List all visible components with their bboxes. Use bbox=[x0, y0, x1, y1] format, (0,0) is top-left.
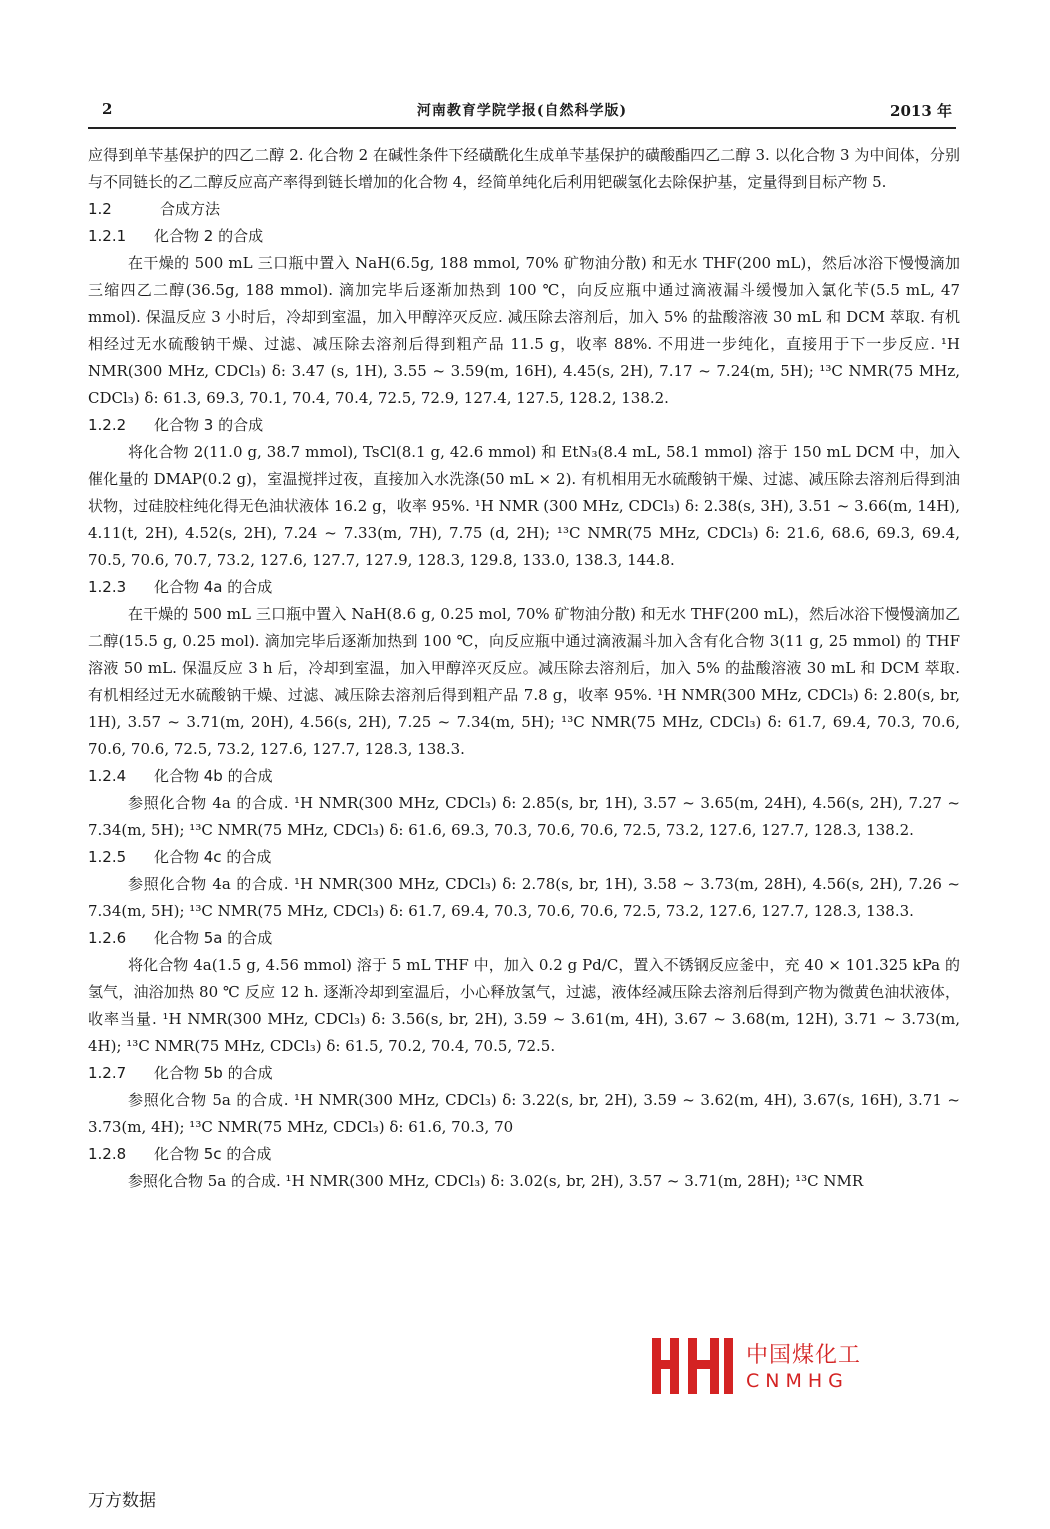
section-title: 化合物 4b 的合成 bbox=[154, 767, 273, 785]
section-number: 1.2 bbox=[88, 200, 112, 218]
footer-source: 万方数据 bbox=[88, 1491, 156, 1511]
body-paragraph: 应得到单苄基保护的四乙二醇 2. 化合物 2 在碱性条件下经磺酰化生成单苄基保护的磺酸酯四乙二醇 3. 以化合物 3 为中间体，分别与不同链长的乙二醇反应高产率得到链长增加的化合物 4，经简单纯化后利用钯碳氢化去除保护基，定量得到目标产物 5. bbox=[88, 146, 960, 191]
section-number: 1.2.1 bbox=[88, 227, 127, 245]
header-rule bbox=[88, 127, 956, 129]
section-heading bbox=[88, 763, 960, 790]
section-heading bbox=[88, 196, 960, 223]
section-heading bbox=[88, 574, 960, 601]
body-paragraph: 将化合物 2(11.0 g, 38.7 mmol), TsCl(8.1 g, 42.6 mmol) 和 EtN₃(8.4 mL, 58.1 mmol) 溶于 150 mL DCM 中，加入催化量的 DMAP(0.2 g)，室温搅拌过夜，直接加入水洗涤(50 mL × 2). 有机相用无水硫酸钠干燥、过滤、减压除去溶剂后得到油状物，过硅胶柱纯化得无色油状液体 16.2 g，收率 95%. ¹H NMR (300 MHz, CDCl₃) δ: 2.38(s, 3H), 3.51 ~ 3.66(m, 14H), 4.11(t, 2H), 4.52(s, 2H), 7.24 ~ 7.33(m, 7H), 7.75 (d, 2H); ¹³C NMR(75 MHz, CDCl₃) δ: 21.6, 68.6, 69.3, 69.4, 70.5, 70.6, 70.7, 73.2, 127.6, 127.7, 127.9, 128.3, 129.8, 133.0, 138.3, 144.8. bbox=[88, 443, 960, 569]
section-title: 化合物 5a 的合成 bbox=[154, 929, 273, 947]
body-paragraph: 在干燥的 500 mL 三口瓶中置入 NaH(8.6 g, 0.25 mol, 70% 矿物油分散) 和无水 THF(200 mL)，然后冰浴下慢慢滴加乙二醇(15.5 g, 0.25 mol). 滴加完毕后逐渐加热到 100 ℃，向反应瓶中通过滴液漏斗加入含有化合物 3(11 g, 25 mmol) 的 THF 溶液 50 mL. 保温反应 3 h 后，冷却到室温，加入甲醇淬灭反应。减压除去溶剂后，加入 5% 的盐酸溶液 30 mL 和 DCM 萃取. 有机相经过无水硫酸钠干燥、过滤、减压除去溶剂后得到粗产品 7.8 g，收率 95%. ¹H NMR(300 MHz, CDCl₃) δ: 2.80(s, br, 1H), 3.57 ~ 3.71(m, 20H), 4.56(s, 2H), 7.25 ~ 7.34(m, 5H); ¹³C NMR(75 MHz, CDCl₃) δ: 61.7, 69.4, 70.3, 70.6, 70.6, 70.6, 72.5, 73.2, 127.6, 127.7, 128.3, 138.3. bbox=[88, 605, 960, 758]
page-number: 2 bbox=[102, 100, 113, 118]
section-heading bbox=[88, 223, 960, 250]
section-heading bbox=[88, 925, 960, 952]
body-paragraph: 参照化合物 5a 的合成. ¹H NMR(300 MHz, CDCl₃) δ: 3.22(s, br, 2H), 3.59 ~ 3.62(m, 4H), 3.67(s, 16H), 3.71 ~ 3.73(m, 4H); ¹³C NMR(75 MHz, CDCl₃) δ: 61.6, 70.3, 70 bbox=[88, 1091, 960, 1136]
journal-title: 河南教育学院学报(自然科学版) bbox=[416, 103, 628, 119]
publication-year: 2013 年 bbox=[890, 102, 952, 120]
section-title: 合成方法 bbox=[160, 200, 221, 218]
section-title: 化合物 2 的合成 bbox=[154, 227, 264, 245]
section-heading bbox=[88, 412, 960, 439]
section-number: 1.2.8 bbox=[88, 1145, 127, 1163]
section-number: 1.2.7 bbox=[88, 1064, 127, 1082]
section-heading bbox=[88, 1060, 960, 1087]
section-number: 1.2.5 bbox=[88, 848, 127, 866]
watermark-logo-icon bbox=[650, 1336, 736, 1396]
watermark-english-text: CNMHG bbox=[746, 1370, 849, 1392]
section-number: 1.2.4 bbox=[88, 767, 127, 785]
section-title: 化合物 5b 的合成 bbox=[154, 1064, 273, 1082]
section-title: 化合物 4a 的合成 bbox=[154, 578, 273, 596]
section-title: 化合物 4c 的合成 bbox=[154, 848, 272, 866]
watermark-chinese-text: 中国煤化工 bbox=[746, 1343, 862, 1368]
section-title: 化合物 3 的合成 bbox=[154, 416, 264, 434]
body-paragraph: 参照化合物 4a 的合成. ¹H NMR(300 MHz, CDCl₃) δ: 2.85(s, br, 1H), 3.57 ~ 3.65(m, 24H), 4.56(s, 2H), 7.27 ~ 7.34(m, 5H); ¹³C NMR(75 MHz, CDCl₃) δ: 61.6, 69.3, 70.3, 70.6, 70.6, 72.5, 73.2, 127.6, 127.7, 128.3, 138.2. bbox=[88, 794, 960, 839]
body-paragraph: 参照化合物 4a 的合成. ¹H NMR(300 MHz, CDCl₃) δ: 2.78(s, br, 1H), 3.58 ~ 3.73(m, 28H), 4.56(s, 2H), 7.26 ~ 7.34(m, 5H); ¹³C NMR(75 MHz, CDCl₃) δ: 61.7, 69.4, 70.3, 70.6, 70.6, 72.5, 73.2, 127.6, 127.7, 128.3, 138.3. bbox=[88, 875, 960, 920]
body-paragraph: 在干燥的 500 mL 三口瓶中置入 NaH(6.5g, 188 mmol, 70% 矿物油分散) 和无水 THF(200 mL)，然后冰浴下慢慢滴加三缩四乙二醇(36.5g, 188 mmol). 滴加完毕后逐渐加热到 100 ℃，向反应瓶中通过滴液漏斗缓慢加入氯化苄(5.5 mL, 47 mmol). 保温反应 3 小时后，冷却到室温，加入甲醇淬灭反应. 减压除去溶剂后，加入 5% 的盐酸溶液 30 mL 和 DCM 萃取. 有机相经过无水硫酸钠干燥、过滤、减压除去溶剂后得到粗产品 11.5 g，收率 88%. 不用进一步纯化，直接用于下一步反应. ¹H NMR(300 MHz, CDCl₃) δ: 3.47 (s, 1H), 3.55 ~ 3.59(m, 16H), 4.45(s, 2H), 7.17 ~ 7.24(m, 5H); ¹³C NMR(75 MHz, CDCl₃) δ: 61.3, 69.3, 70.1, 70.4, 70.4, 72.5, 72.9, 127.4, 127.5, 128.2, 138.2. bbox=[88, 254, 960, 407]
watermark bbox=[648, 1334, 868, 1398]
body-paragraph: 参照化合物 5a 的合成. ¹H NMR(300 MHz, CDCl₃) δ: 3.02(s, br, 2H), 3.57 ~ 3.71(m, 28H); ¹³C NMR bbox=[128, 1172, 864, 1190]
section-number: 1.2.2 bbox=[88, 416, 127, 434]
body-paragraph: 将化合物 4a(1.5 g, 4.56 mmol) 溶于 5 mL THF 中，加入 0.2 g Pd/C，置入不锈钢反应釜中，充 40 × 101.325 kPa 的氢气，油浴加热 80 ℃ 反应 12 h. 逐渐冷却到室温后，小心释放氢气，过滤，液体经减压除去溶剂后得到产物为微黄色油状液体，收率当量. ¹H NMR(300 MHz, CDCl₃) δ: 3.56(s, br, 2H), 3.59 ~ 3.61(m, 4H), 3.67 ~ 3.68(m, 12H), 3.71 ~ 3.73(m, 4H); ¹³C NMR(75 MHz, CDCl₃) δ: 61.5, 70.2, 70.4, 70.5, 72.5. bbox=[88, 956, 960, 1055]
section-heading bbox=[88, 1141, 960, 1168]
running-header bbox=[88, 100, 956, 124]
section-title: 化合物 5c 的合成 bbox=[154, 1145, 272, 1163]
section-number: 1.2.6 bbox=[88, 929, 127, 947]
article-body bbox=[88, 142, 960, 1195]
section-heading bbox=[88, 844, 960, 871]
section-number: 1.2.3 bbox=[88, 578, 127, 596]
